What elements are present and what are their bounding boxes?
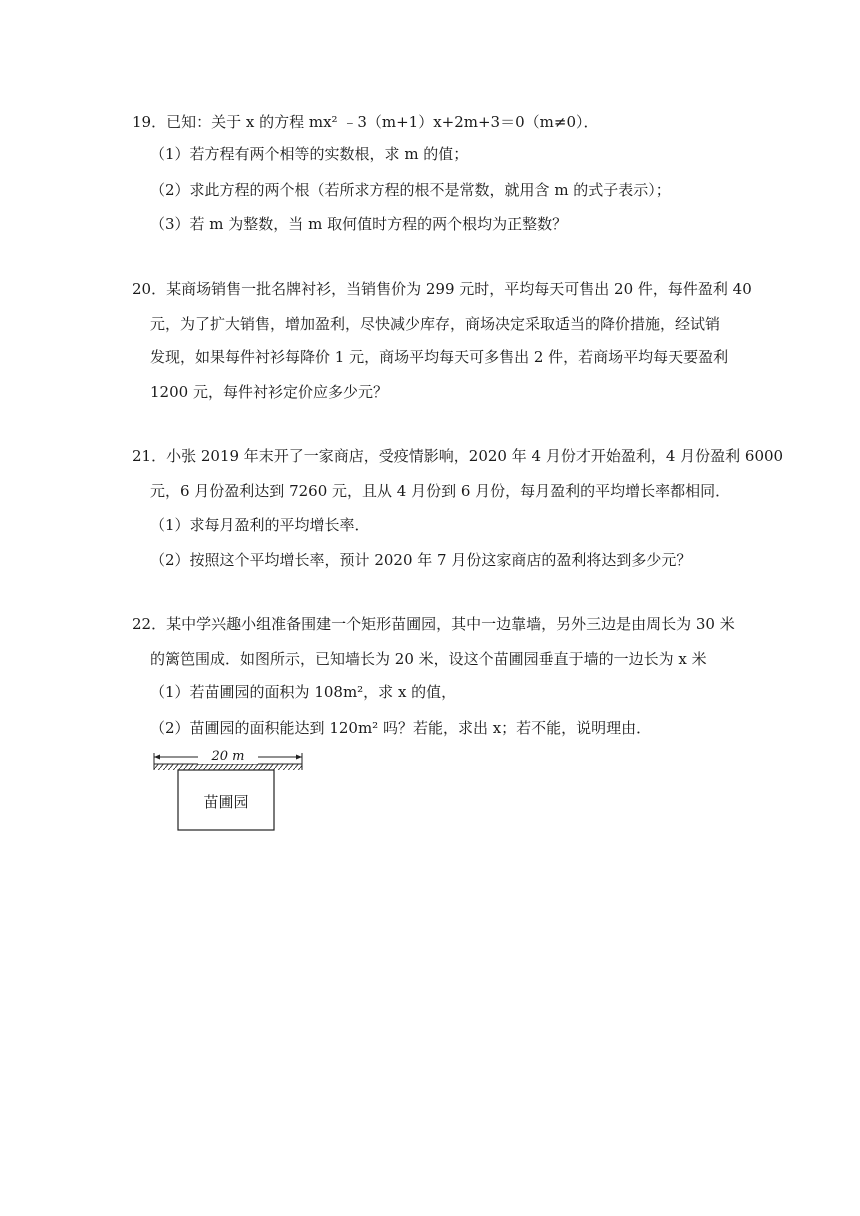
problem-19-part-2: （2）求此方程的两个根（若所求方程的根不是常数，就用含 m 的式子表示）； [150, 181, 671, 199]
dimension-arrow-right [296, 755, 302, 760]
wall-length-label: 20 m [198, 750, 258, 764]
problem-22-part-2: （2）苗圃园的面积能达到 120m² 吗？若能，求出 x；若不能，说明理由． [150, 719, 652, 737]
problem-21-part-1: （1）求每月盈利的平均增长率． [150, 516, 370, 534]
problem-21-line-2: 元，6 月份盈利达到 7260 元，且从 4 月份到 6 月份，每月盈利的平均增长率都相同． [150, 482, 731, 500]
problem-20-line-3: 发现，如果每件衬衫每降价 1 元，商场平均每天可多售出 2 件，若商场平均每天要盈利 [150, 348, 729, 366]
problem-20-line-1: 20．某商场销售一批名牌衬衫，当销售价为 299 元时，平均每天可售出 20 件，每件盈利 40 [132, 280, 752, 298]
dimension-arrow-left [154, 755, 160, 760]
problem-22-line-1: 22．某中学兴趣小组准备围建一个矩形苗圃园，其中一边靠墙，另外三边是由周长为 30 米 [132, 615, 735, 633]
garden-diagram [150, 750, 306, 834]
problem-20-line-4: 1200 元，每件衬衫定价应多少元？ [150, 383, 388, 401]
problem-19-part-1: （1）若方程有两个相等的实数根，求 m 的值； [150, 145, 469, 163]
problem-19-part-3: （3）若 m 为整数，当 m 取何值时方程的两个根均为正整数？ [150, 215, 568, 233]
problem-20-line-2: 元，为了扩大销售，增加盈利，尽快减少库存，商场决定采取适当的降价措施，经试销 [150, 315, 721, 333]
garden-label: 苗圃园 [203, 793, 249, 811]
problem-22-line-2: 的篱笆围成．如图所示，已知墙长为 20 米，设这个苗圃园垂直于墙的一边长为 x 米 [150, 650, 707, 668]
problem-22-part-1: （1）若苗圃园的面积为 108m²，求 x 的值， [150, 683, 457, 701]
problem-19-stem: 19．已知：关于 x 的方程 mx² ﹣3（m+1）x+2m+3＝0（m≠0）． [132, 113, 599, 131]
wall-hatching [154, 764, 302, 770]
problem-21-line-1: 21．小张 2019 年末开了一家商店，受疫情影响，2020 年 4 月份才开始盈利，4 月份盈利 6000 [132, 447, 784, 465]
problem-21-part-2: （2）按照这个平均增长率，预计 2020 年 7 月份这家商店的盈利将达到多少元？ [150, 551, 692, 569]
